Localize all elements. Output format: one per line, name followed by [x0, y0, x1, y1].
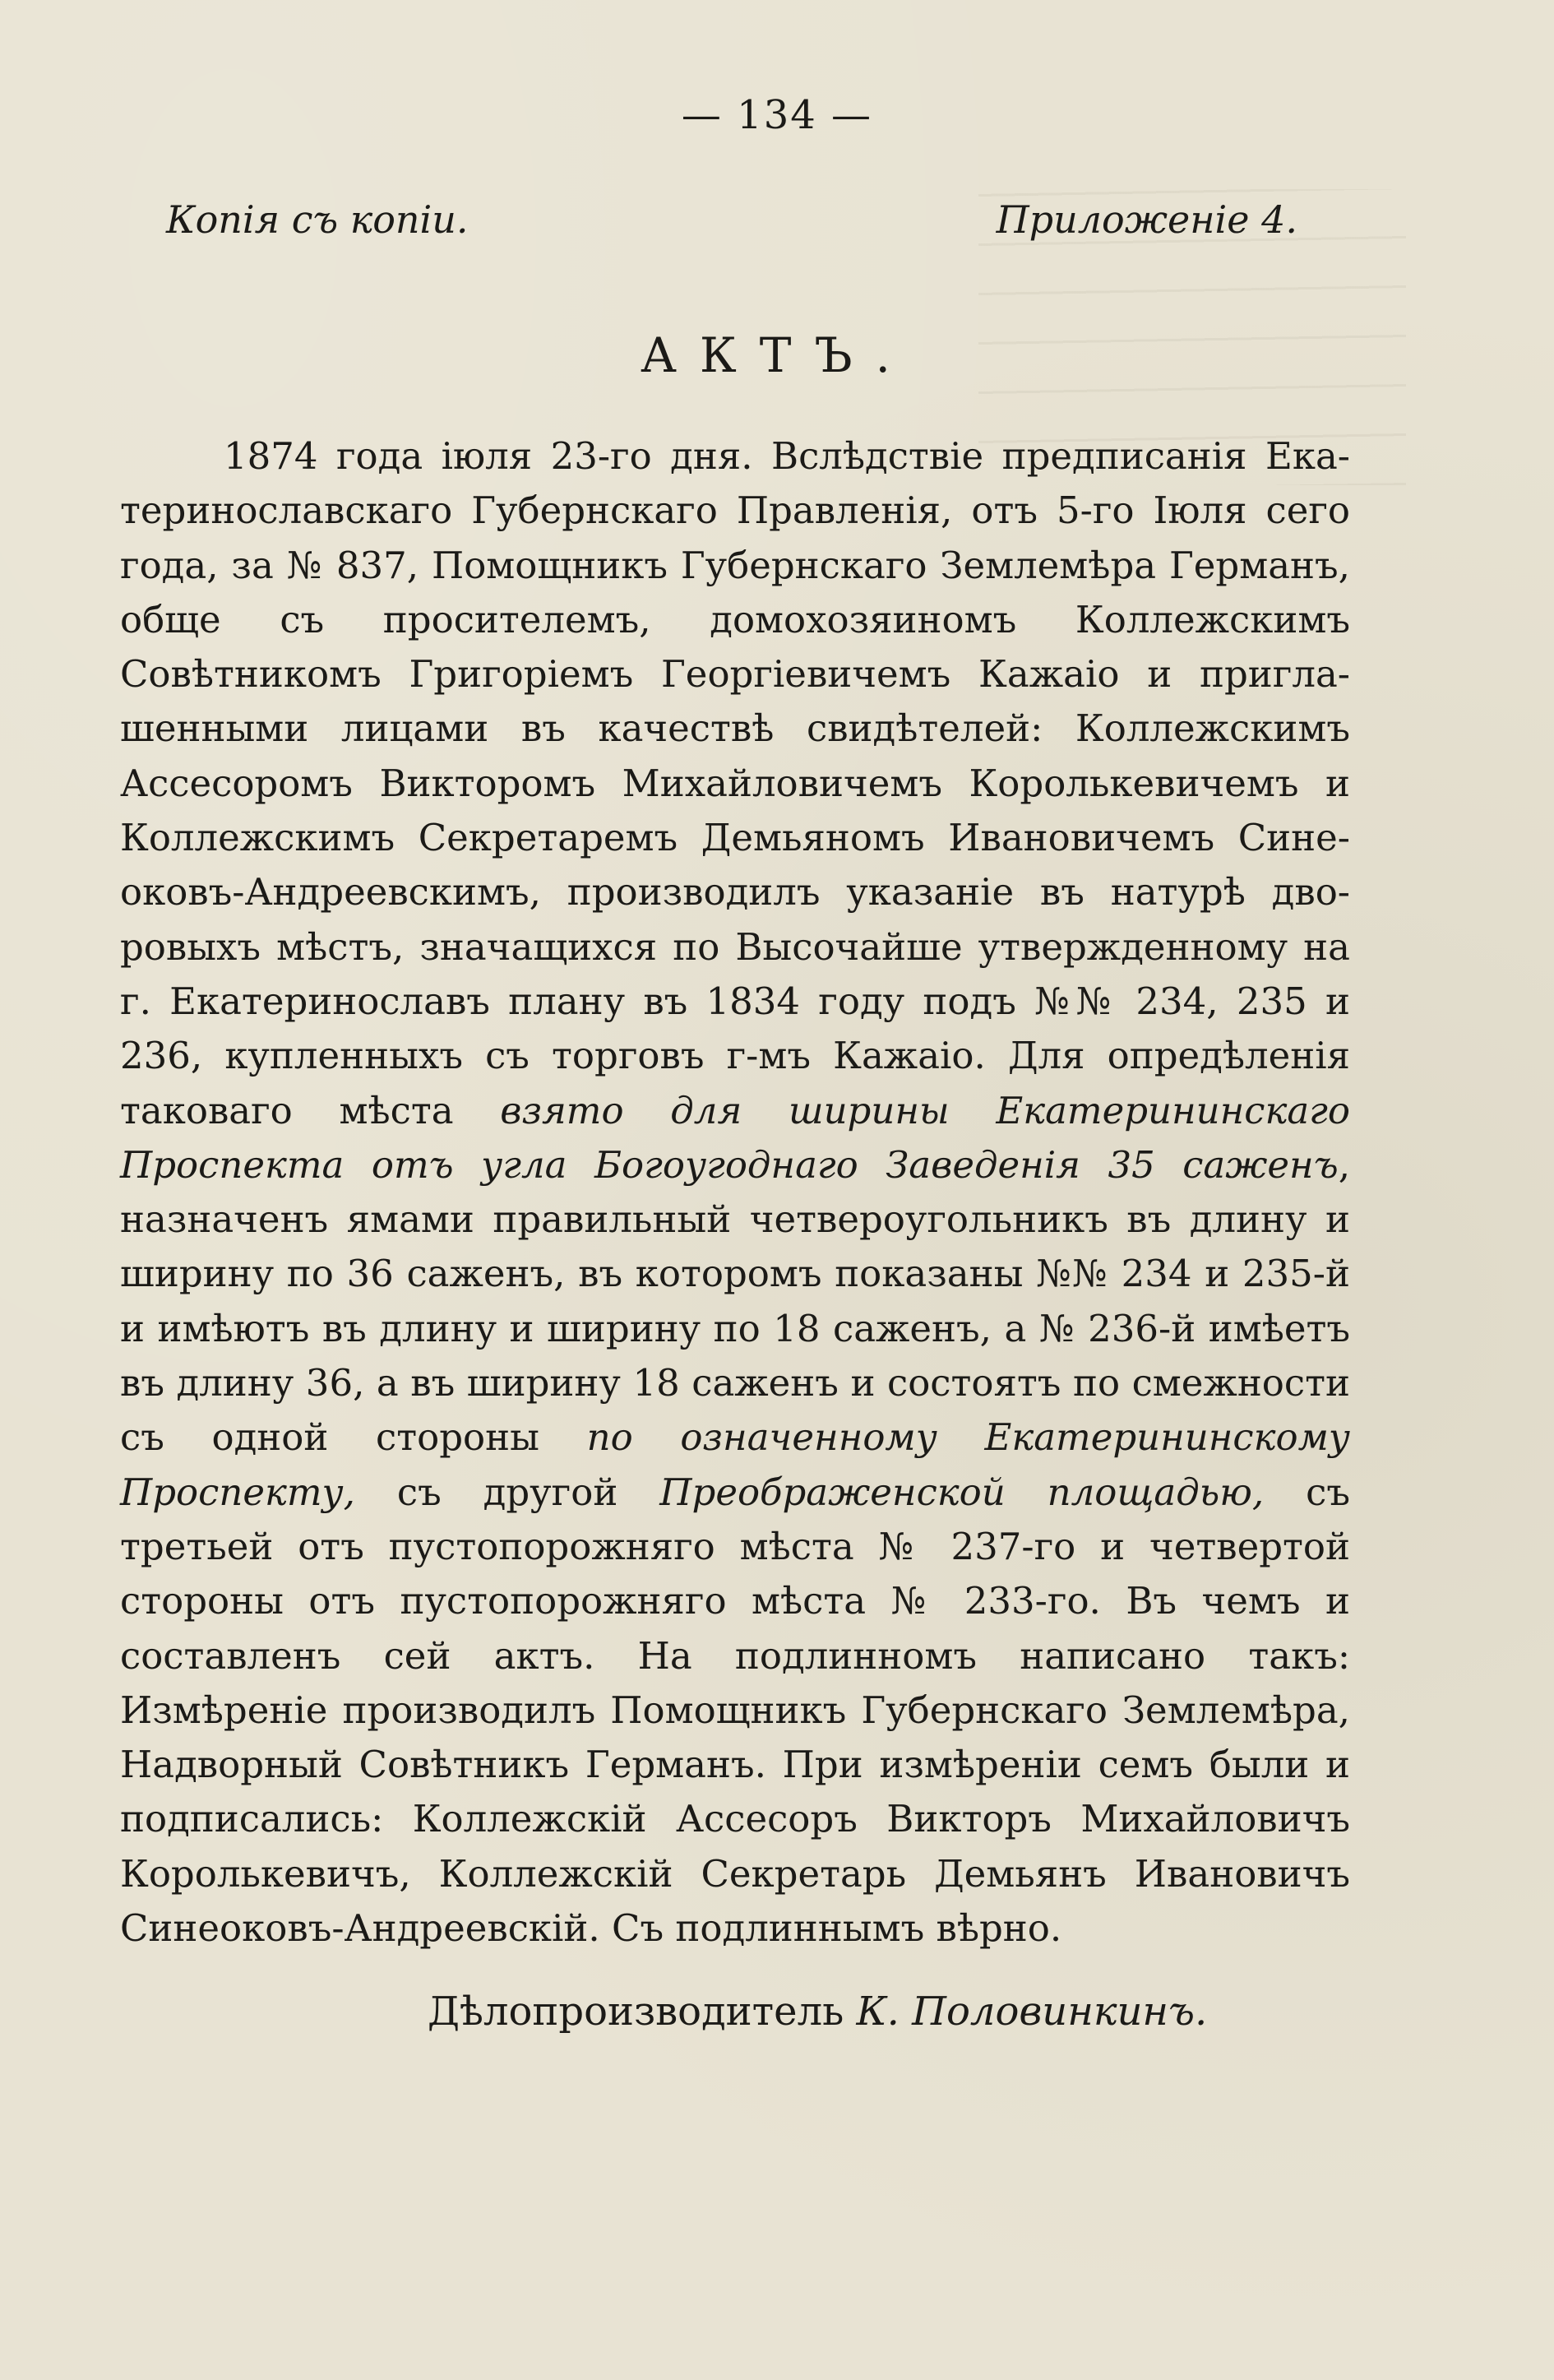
signatory-name: К. Половинкинъ.: [856, 1989, 1208, 2035]
signatory-role: Дѣлопроизводитель: [428, 1989, 844, 2035]
copy-note: Копія съ копіи.: [166, 197, 469, 242]
act-text-italic-3: Преображенской площадью,: [659, 1470, 1265, 1514]
act-text-part-3: съ другой: [354, 1470, 660, 1514]
act-text-italic-1: взято для ширины Екатерининскаго Проспекта отъ угла Богоугоднаго Заведенія 35 саженъ: [120, 1088, 1350, 1187]
act-text-part-1: 1874 года іюля 23-го дня. Вслѣдствіе предписанія Екатеринославскаго Губернскаго Правленія, отъ 5-го Іюля сего года, за № 837, Помощникъ Губернскаго Землемѣра Германъ, обще съ просителемъ, домохозяиномъ Коллежскимъ Совѣтникомъ Григоріемъ Георгіевичемъ Кажаіо и приглашенными лицами въ качествѣ свидѣтелей: Коллежскимъ Ассесоромъ Викторомъ Михайловичемъ Королькевичемъ и Коллежскимъ Секретаремъ Демьяномъ Ивановичемъ Синеоковъ-Андреевскимъ, производилъ указаніе въ натурѣ дворовыхъ мѣстъ, значащихся по Высочайше утвержденному на г. Екатеринославъ плану въ 1834 году подъ №№ 234, 235 и 236, купленныхъ съ торговъ г-мъ Кажаіо. Для опредѣленія таковаго мѣста: [120, 434, 1350, 1132]
page-number: — 134 —: [681, 92, 873, 138]
appendix-label: Приложеніе 4.: [996, 197, 1297, 242]
act-text-part-4: съ третьей отъ пустопорожняго мѣста № 237-го и четвертой стороны отъ пустопорожняго мѣста № 233-го. Въ чемъ и составленъ сей актъ. На подлинномъ написано такъ: Измѣреніе производилъ Помощникъ Губернскаго Землемѣра, Надворный Совѣтникъ Германъ. При измѣреніи семъ были и подписались: Коллежскій Ассесоръ Викторъ Михайловичъ Королькевичъ, Коллежскій Секретарь Демьянъ Ивановичъ Синеоковъ-Андреевскій. Съ подлиннымъ вѣрно.: [120, 1470, 1351, 1951]
act-body-paragraph: [120, 429, 1350, 1956]
signature-line: [428, 1989, 1207, 2035]
act-text-italic-2: по означенному Екатерининскому Проспекту,: [120, 1415, 1350, 1514]
act-text-part-2: , назначенъ ямами правильный четвероугольникъ въ длину и ширину по 36 саженъ, въ которомъ показаны №№ 234 и 235-й и имѣютъ въ длину и ширину по 18 саженъ, а № 236-й имѣетъ въ длину 36, а въ ширину 18 саженъ и состоятъ по смежности съ одной стороны: [120, 1142, 1350, 1460]
document-title: АКТЪ.: [640, 327, 913, 383]
